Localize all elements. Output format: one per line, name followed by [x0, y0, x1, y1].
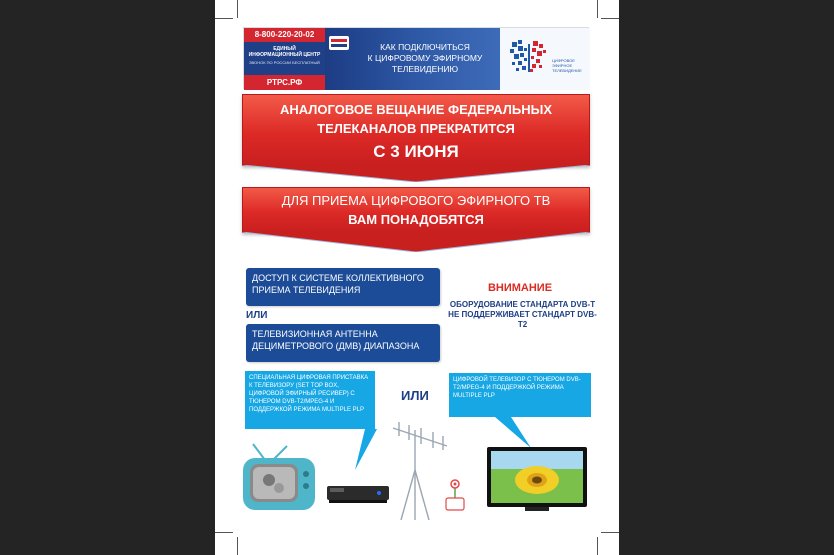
antenna-option: ТЕЛЕВИЗИОННАЯ АНТЕННА ДЕЦИМЕТРОВОГО (ДМВ) ДИАПАЗОНА	[246, 324, 440, 362]
warning-title: ВНИМАНИЕ	[487, 282, 553, 294]
banner-text-line: ДЛЯ ПРИЕМА ЦИФРОВОГО ЭФИРНОГО ТВ	[281, 193, 551, 208]
banner-text-line: ТЕЛЕКАНАЛОВ ПРЕКРАТИТСЯ	[317, 121, 515, 136]
digital-tv-description: ЦИФРОВОЙ ТЕЛЕВИЗОР С ТЮНЕРОМ DVB-T2/MPEG-4 И ПОДДЕРЖКОЙ РЕЖИМА MULTIPLE PLP	[449, 373, 591, 417]
header-title-line: К ЦИФРОВОМУ ЭФИРНОМУ	[367, 53, 483, 63]
flyer-page	[215, 0, 619, 555]
callout-tail	[355, 429, 377, 470]
antenna-icon	[393, 422, 447, 520]
collective-reception-option: ДОСТУП К СИСТЕМЕ КОЛЛЕКТИВНОГО ПРИЕМА ТЕЛЕВИДЕНИЯ	[246, 268, 440, 306]
equipment-illustration	[215, 0, 619, 555]
info-center-title: ЕДИНЫЙ ИНФОРМАЦИОННЫЙ ЦЕНТР	[248, 46, 321, 58]
hotline-phone: 8-800-220-20-02	[244, 28, 325, 42]
logo-text-line: ТЕЛЕВИДЕНИЕ	[552, 68, 582, 73]
flat-tv-icon	[487, 447, 587, 511]
info-center-note: ЗВОНОК ПО РОССИИ БЕСПЛАТНЫЙ	[249, 60, 320, 65]
settop-box-description: СПЕЦИАЛЬНАЯ ЦИФРОВАЯ ПРИСТАВКА К ТЕЛЕВИЗОРУ (SET TOP BOX, ЦИФРОВОЙ ЭФИРНЫЙ РЕСИВЕР) С ТЮНЕРОМ DVB-T2/MPEG-4 И ПОДДЕРЖКОЙ РЕЖИМА MULTIPLE PLP	[245, 371, 375, 429]
header-title-line: ТЕЛЕВИДЕНИЮ	[391, 64, 459, 74]
callout-tail	[495, 417, 531, 448]
banner-text-line: АНАЛОГОВОЕ ВЕЩАНИЕ ФЕДЕРАЛЬНЫХ	[279, 102, 553, 117]
retro-tv-icon	[243, 444, 315, 510]
or-label: ИЛИ	[246, 310, 268, 321]
or-label: ИЛИ	[401, 388, 429, 403]
website-address: РТРС.РФ	[244, 75, 325, 90]
flower-pot-icon	[446, 480, 464, 510]
header-title-line: КАК ПОДКЛЮЧИТЬСЯ	[380, 42, 470, 52]
warning-text: ОБОРУДОВАНИЕ СТАНДАРТА DVB-T НЕ ПОДДЕРЖИВАЕТ СТАНДАРТ DVB-T2	[448, 300, 597, 329]
settop-box-icon	[327, 486, 389, 503]
banner-text-line: ВАМ ПОНАДОБЯТСЯ	[348, 212, 484, 227]
logo-text-line: ЭФИРНОЕ	[552, 63, 573, 68]
logo-text-line: ЦИФРОВОЕ	[552, 58, 575, 63]
banner-date: С 3 ИЮНЯ	[373, 142, 459, 161]
